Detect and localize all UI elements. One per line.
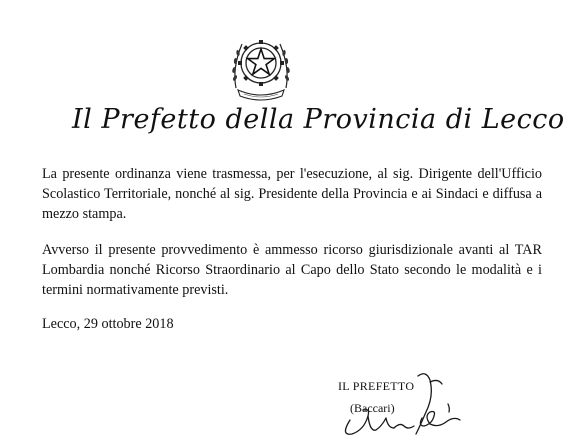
italian-republic-emblem-icon	[226, 30, 296, 102]
signer-name: (Baccari)	[350, 401, 395, 415]
handwritten-signature-icon	[330, 368, 480, 440]
body-paragraph-transmission: La presente ordinanza viene trasmessa, per l'esecuzione, al sig. Dirigente dell'Ufficio Scolastico Territoriale, nonché al sig. Presidente della Provincia e ai Sindaci e diffusa a mezzo stampa.	[42, 166, 542, 222]
signer-title: IL PREFETTO	[338, 379, 415, 393]
body-paragraph-appeal: Avverso il presente provvedimento è ammesso ricorso giurisdizionale avanti al TAR Lombardia nonché Ricorso Straordinario al Capo dello Stato secondo le modalità e i termini normativamente previsti.	[42, 242, 542, 298]
page-title: Il Prefetto della Provincia di Lecco	[72, 104, 565, 135]
place-date: Lecco, 29 ottobre 2018	[42, 316, 174, 332]
